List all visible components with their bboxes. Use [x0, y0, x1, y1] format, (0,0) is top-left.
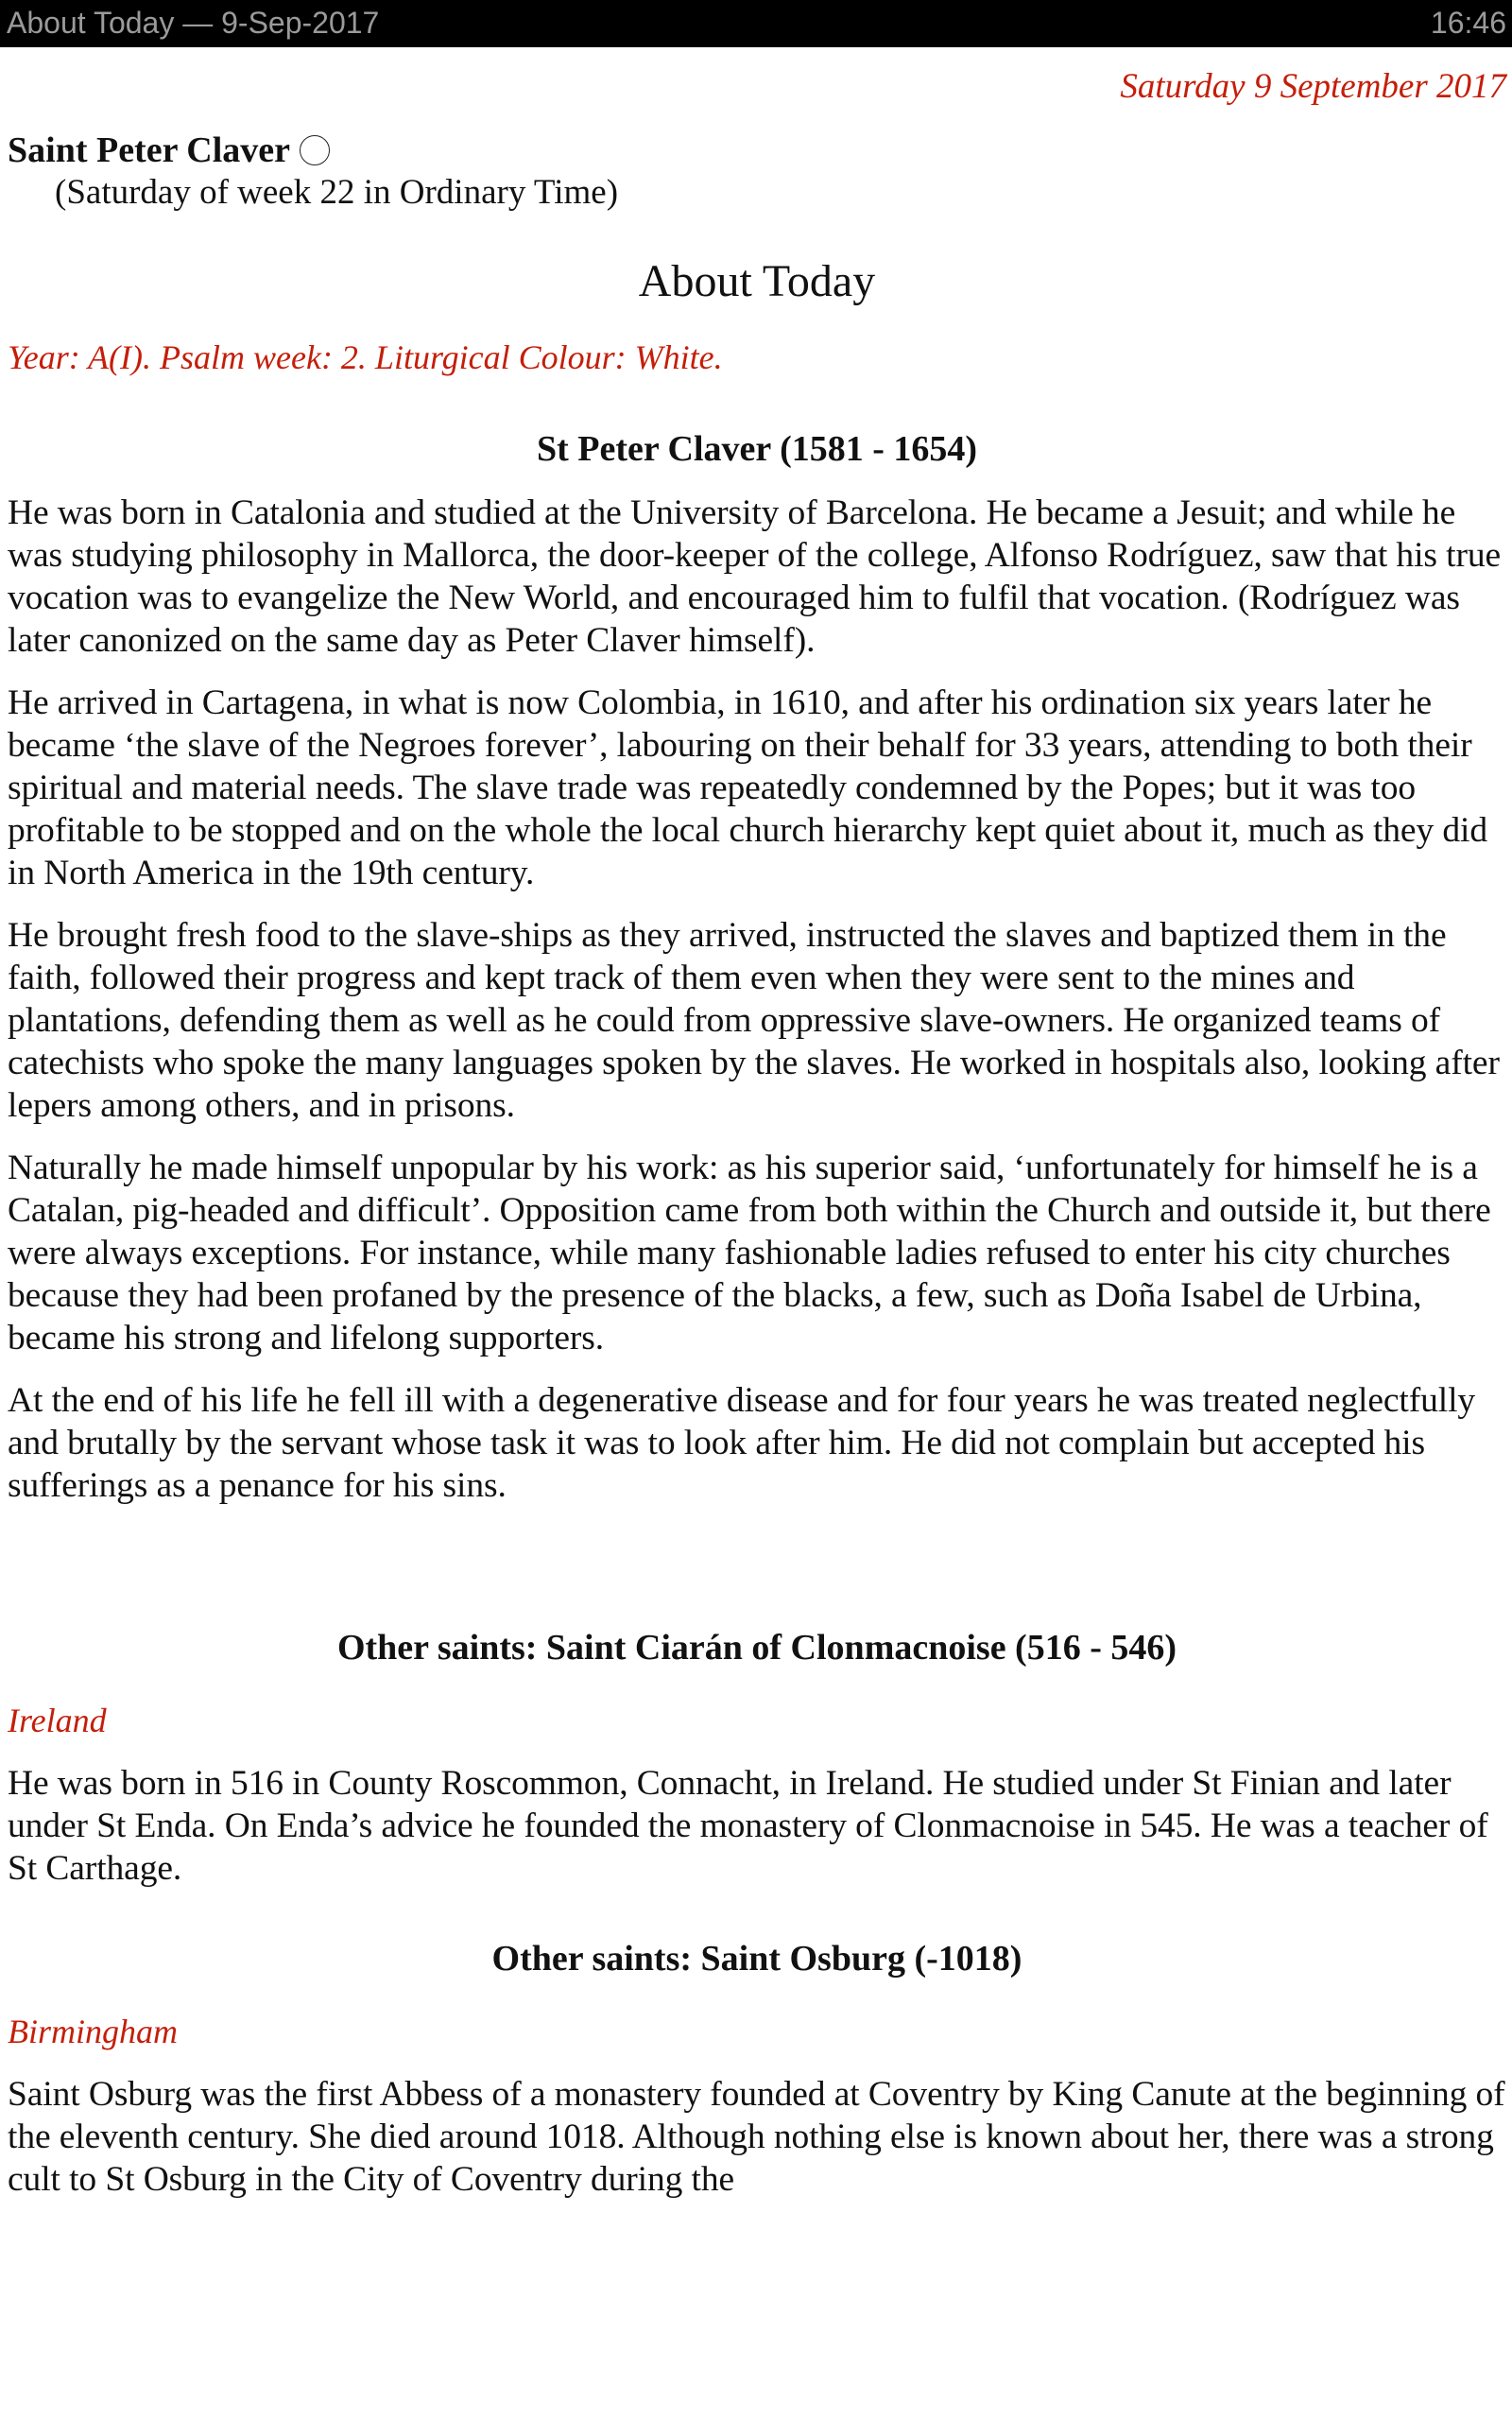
- other-saint-place: Ireland: [8, 1702, 107, 1739]
- paragraph: He arrived in Cartagena, in what is now Colombia, in 1610, and after his ordination six years later he became ‘the slave of the Negroes forever’, labouring on their behalf for 33 years, attending to both their spiritual and material needs. The slave trade was repeatedly condemned by the Popes; but it was too profitable to be stopped and on the whole the local church hierarchy kept quiet about it, much as they did in North America in the 19th century.: [8, 683, 1488, 892]
- page-content[interactable]: [8, 47, 1506, 2201]
- celebration-title-text: Saint Peter Claver: [8, 130, 290, 170]
- clock: 16:46: [1430, 6, 1506, 40]
- other-saint-paragraph: He was born in 516 in County Roscommon, Connacht, in Ireland. He studied under St Finian and later under St Enda. On Enda’s advice he founded the monastery of Clonmacnoise in 545. He was a teacher of St Carthage.: [8, 1764, 1488, 1888]
- status-bar: [0, 0, 1512, 47]
- circle-outline-icon: [300, 135, 330, 165]
- main-saint-body: [8, 492, 1506, 1507]
- paragraph: Naturally he made himself unpopular by his work: as his superior said, ‘unfortunately for himself he is a Catalan, pig-headed and difficult’. Opposition came from both within the Church and outside it, but there were always exceptions. For instance, while many fashionable ladies refused to enter his city churches because they had been profaned by the presence of the blacks, a few, such as Doña Isabel de Urbina, became his strong and lifelong supporters.: [8, 1149, 1491, 1357]
- page-heading: About Today: [638, 256, 876, 306]
- other-saint-heading: Other saints: Saint Osburg (-1018): [491, 1939, 1022, 1979]
- other-saint-paragraph: Saint Osburg was the first Abbess of a monastery founded at Coventry by King Canute at the beginning of the eleventh century. She died around 1018. Although nothing else is known about her, there was a strong cult to St Osburg in the City of Coventry during the: [8, 2075, 1505, 2199]
- liturgical-info: Year: A(I). Psalm week: 2. Liturgical Colour: White.: [8, 338, 723, 376]
- app-title: About Today — 9-Sep-2017: [7, 6, 380, 40]
- other-saint-place: Birmingham: [8, 2013, 178, 2050]
- main-saint-heading: St Peter Claver (1581 - 1654): [536, 429, 978, 469]
- paragraph: He was born in Catalonia and studied at the University of Barcelona. He became a Jesuit; and while he was studying philosophy in Mallorca, the door-keeper of the college, Alfonso Rodríguez, saw that his true vocation was to evangelize the New World, and encouraged him to fulfil that vocation. (Rodríguez was later canonized on the same day as Peter Claver himself).: [8, 493, 1502, 660]
- celebration-subtitle: (Saturday of week 22 in Ordinary Time): [55, 173, 619, 212]
- celebration-title: [8, 129, 1506, 172]
- paragraph: At the end of his life he fell ill with a degenerative disease and for four years he was treated neglectfully and brutally by the servant whose task it was to look after him. He did not complain but accepted his sufferings as a penance for his sins.: [8, 1381, 1476, 1505]
- paragraph: He brought fresh food to the slave-ships as they arrived, instructed the slaves and baptized them in the faith, followed their progress and kept track of them even when they were sent to the mines and plantations, defending them as well as he could from oppressive slave-owners. He organized teams of catechists who spoke the many languages spoken by the slaves. He worked in hospitals also, looking after lepers among others, and in prisons.: [8, 916, 1500, 1125]
- other-saint-heading: Other saints: Saint Ciarán of Clonmacnoise (516 - 546): [336, 1628, 1177, 1668]
- date-line: Saturday 9 September 2017: [1120, 67, 1506, 106]
